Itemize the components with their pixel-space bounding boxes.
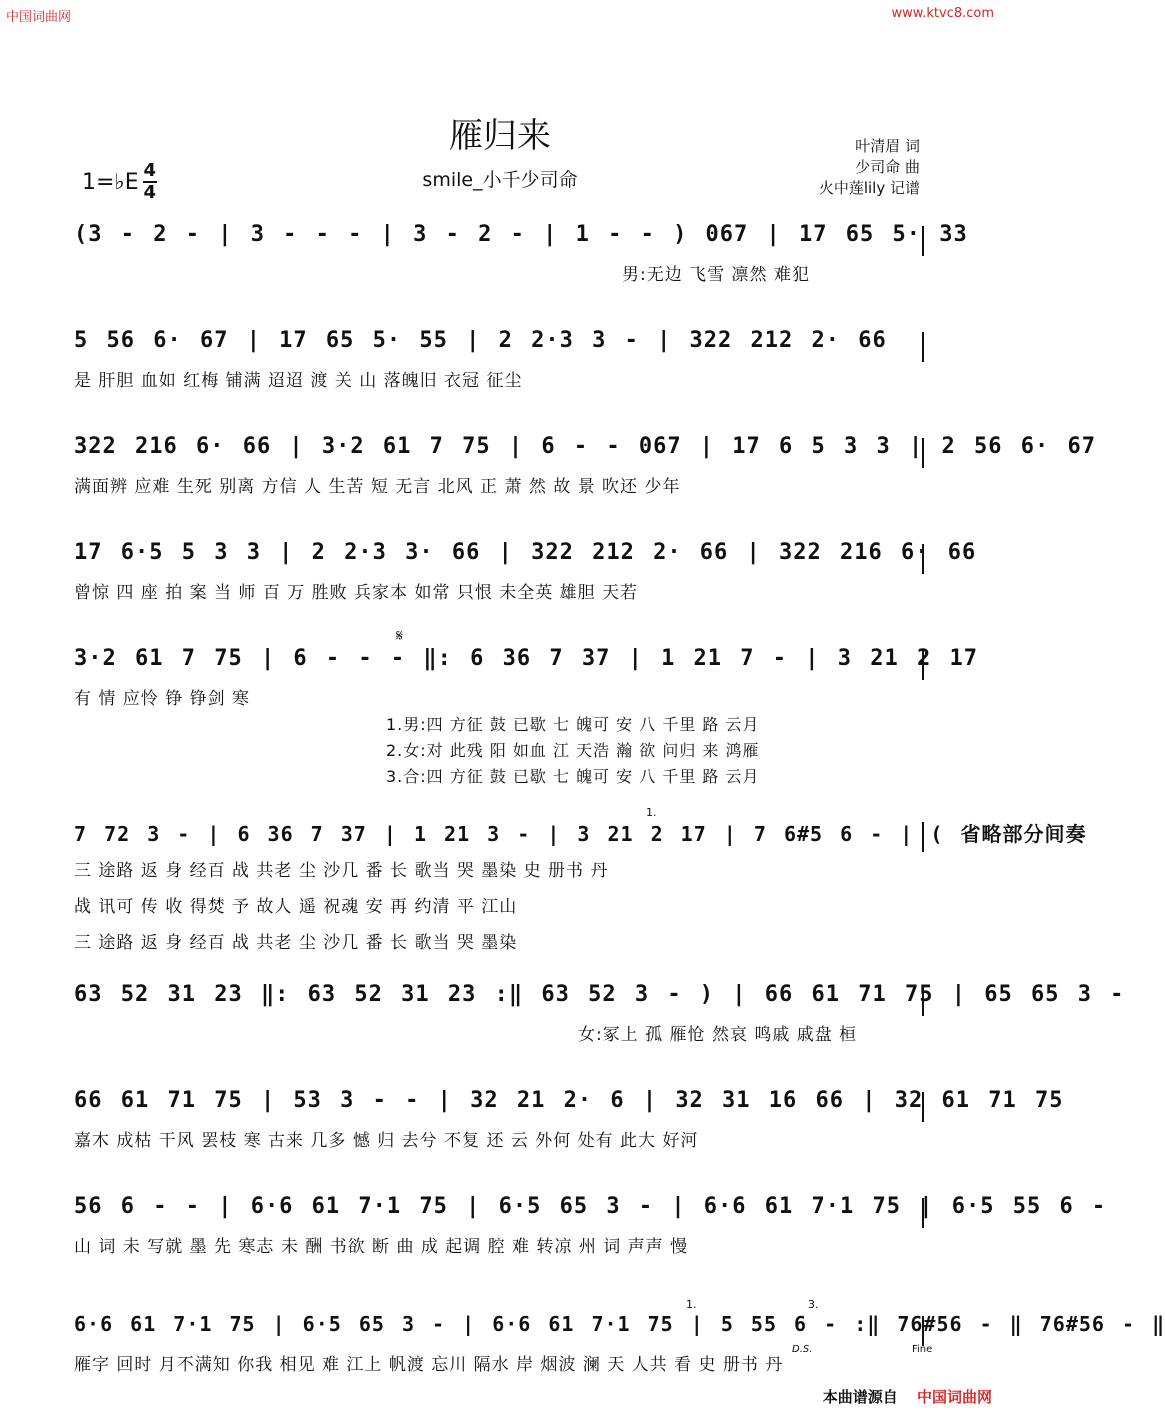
score-row-1 <box>74 222 968 288</box>
watermark-right: www.ktvc8.com <box>891 6 994 21</box>
score-row-7 <box>74 982 1125 1048</box>
lyricist-credit: 叶清眉 词 <box>855 137 920 155</box>
song-title: 雁归来 <box>449 116 551 156</box>
song-subtitle: smile_小千少司命 <box>422 169 578 191</box>
lyric-line: 雁字 回时 月不满知 你我 相见 难 江上 帆渡 忘川 隔水 岸 烟波 澜 天 人共 看 史 册书 丹 <box>74 1355 784 1375</box>
lyric-verse-2: 2.女:对 此残 阳 如血 江 天浩 瀚 欲 问归 来 鸿雁 <box>386 741 760 760</box>
segno-mark: 𝄋 <box>396 626 403 645</box>
meter-bottom: 4 <box>143 182 156 203</box>
footer-site: 中国词曲网 <box>916 1388 992 1406</box>
score-row-4 <box>74 540 977 606</box>
score-row-5 <box>74 646 978 790</box>
lyric-line: 曾惊 四 座 拍 案 当 师 百 万 胜败 兵家本 如常 只恨 未全英 雄胆 天若 <box>74 583 639 603</box>
lyric-verse-2: 战 讯可 传 收 得焚 予 故人 遥 祝魂 安 再 约清 平 江山 <box>74 897 518 917</box>
notation-line: 63 52 31 23 ‖: 63 52 31 23 :‖ 63 52 3 - ) | 66 61 71 75 | 65 65 3 - <box>74 982 924 1022</box>
notation-line: 17 6·5 5 3 3 | 2 2·3 3· 66 | 322 212 2· 66 | 322 216 6· 66 <box>74 540 924 580</box>
lyric-line: 男:无边 飞雪 凛然 难犯 <box>622 265 810 285</box>
notation-line: 322 216 6· 66 | 3·2 61 7 75 | 6 - - 067 | 17 6 5 3 3 | 2 56 6· 67 <box>74 434 924 474</box>
transcriber-credit: 火中莲lily 记谱 <box>818 179 920 197</box>
composer-credit: 少司命 曲 <box>855 158 920 176</box>
ds-mark: D.S. <box>792 1344 813 1355</box>
lyric-line: 嘉木 成枯 干风 罢枝 寒 古来 几多 憾 归 去兮 不复 还 云 外何 处有 此大 好河 <box>74 1131 699 1151</box>
footer-source: 本曲谱源自 <box>822 1388 898 1406</box>
notation-line: 56 6 - - | 6·6 61 7·1 75 | 6·5 65 3 - | 6·6 61 7·1 75 | 6·5 55 6 - <box>74 1194 924 1234</box>
volta-3-ending: 3. <box>808 1298 819 1311</box>
key-signature <box>82 162 157 202</box>
notation-line: (3 - 2 - | 3 - - - | 3 - 2 - | 1 - - ) 067 | 17 65 5· 33 <box>74 222 924 262</box>
key-text: 1=♭E <box>82 169 139 195</box>
time-signature <box>143 162 157 202</box>
meter-top: 4 <box>143 160 156 181</box>
lyric-verse-1: 1.男:四 方征 鼓 已歇 七 魄可 安 八 千里 路 云月 <box>386 715 760 734</box>
lyric-line: 是 肝胆 血如 红梅 铺满 迢迢 渡 关 山 落魄旧 衣冠 征尘 <box>74 371 523 391</box>
notation-line: 7 72 3 - | 6 36 7 37 | 1 21 3 - | 3 21 2 17 | 7 6#5 6 - | ( 省略部分间奏 <box>74 818 924 858</box>
score-row-9 <box>74 1194 1107 1260</box>
lyric-line: 女:冢上 孤 雁怆 然哀 鸣戚 戚盘 桓 <box>578 1025 858 1045</box>
score-row-6 <box>74 818 1087 956</box>
fine-mark: Fine <box>912 1344 933 1355</box>
lyric-line: 山 词 未 写就 墨 先 寒志 未 酬 书欲 断 曲 成 起调 腔 难 转凉 州 词 声声 慢 <box>74 1237 689 1257</box>
score-row-3 <box>74 434 1096 500</box>
lyric-verse-1: 三 途路 返 身 经百 战 共老 尘 沙几 番 长 歌当 哭 墨染 史 册书 丹 <box>74 861 609 881</box>
score-row-8 <box>74 1088 1064 1154</box>
lyric-line: 有 情 应怜 铮 铮剑 寒 <box>74 689 251 709</box>
footer <box>823 1386 992 1407</box>
lyric-verse-3: 三 途路 返 身 经百 战 共老 尘 沙几 番 长 歌当 哭 墨染 <box>74 933 518 953</box>
volta-1-ending: 1. <box>686 1298 697 1311</box>
volta-1: 1. <box>646 806 657 819</box>
notation-line: 3·2 61 7 75 | 6 - - - ‖: 6 36 7 37 | 1 21 7 - | 3 21 2 17 <box>74 646 924 686</box>
lyric-line: 满面辨 应难 生死 别离 方信 人 生苦 短 无言 北风 正 萧 然 故 景 吹还 少年 <box>74 477 681 497</box>
score-row-2 <box>74 328 924 394</box>
notation-line: 5 56 6· 67 | 17 65 5· 55 | 2 2·3 3 - | 322 212 2· 66 <box>74 328 924 368</box>
notation-line: 6·6 61 7·1 75 | 6·5 65 3 - | 6·6 61 7·1 75 | 5 55 6 - :‖ 76#56 - ‖ 76#56 - ‖ <box>74 1312 924 1352</box>
credits <box>819 136 920 199</box>
watermark-left: 中国词曲网 <box>6 10 72 25</box>
lyric-verse-3: 3.合:四 方征 鼓 已歇 七 魄可 安 八 千里 路 云月 <box>386 767 760 786</box>
notation-line: 66 61 71 75 | 53 3 - - | 32 21 2· 6 | 32 31 16 66 | 32 61 71 75 <box>74 1088 924 1128</box>
